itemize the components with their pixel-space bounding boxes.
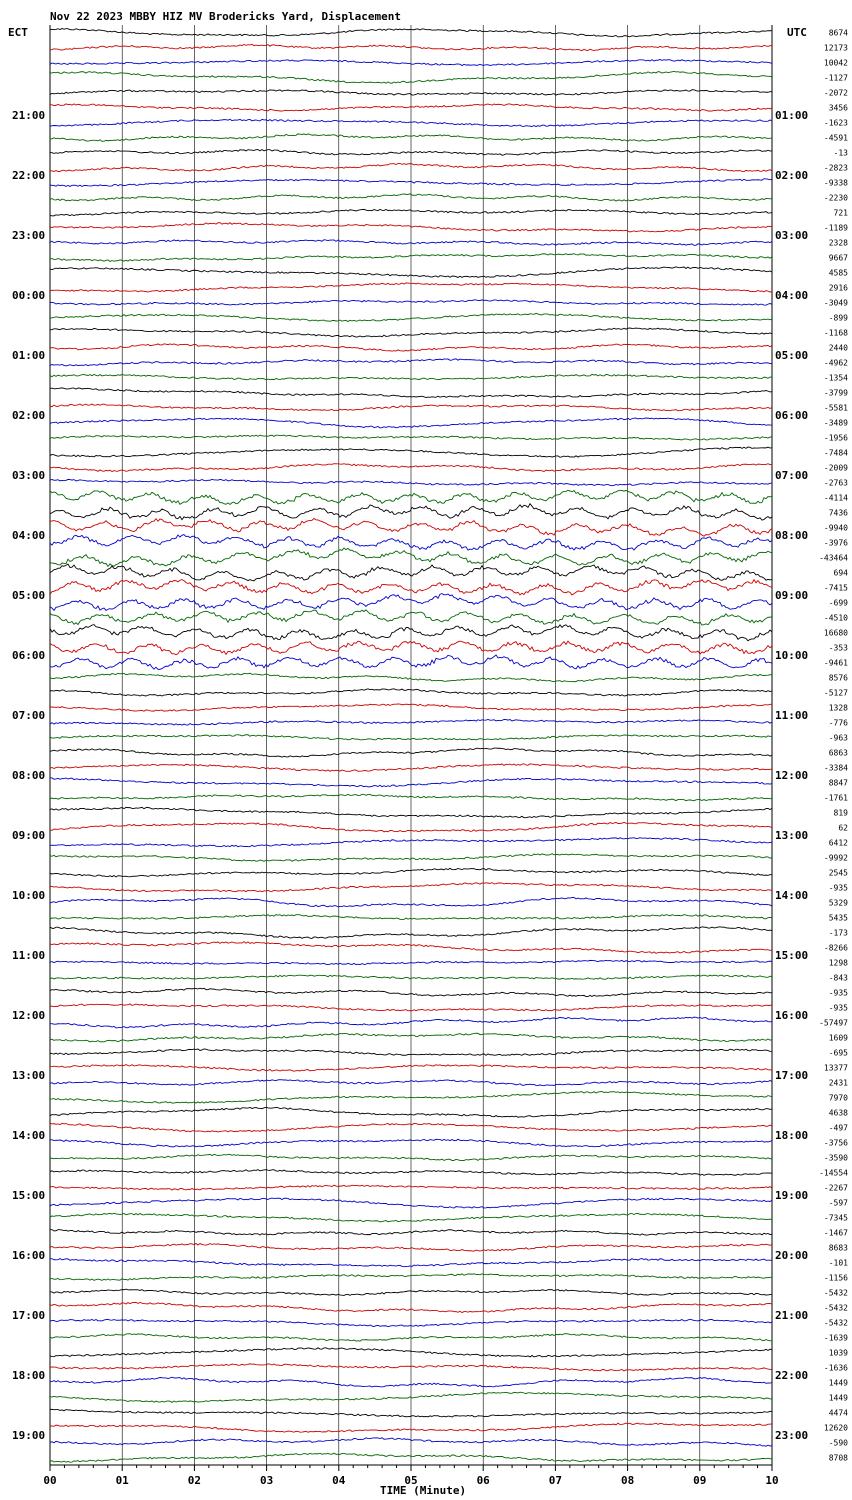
- left-hour-label: 00:00: [12, 289, 46, 302]
- right-hour-label: 12:00: [775, 769, 809, 782]
- trace-offset-label: 3456: [828, 103, 848, 113]
- trace-offset-label: -8266: [823, 943, 848, 953]
- trace-offset-label: -9461: [823, 658, 848, 668]
- trace-offset-label: 2328: [828, 238, 848, 248]
- right-hour-label: 21:00: [775, 1309, 809, 1322]
- trace-offset-label: -4114: [823, 493, 848, 503]
- right-hour-label: 02:00: [775, 169, 809, 182]
- x-tick-label: 01: [115, 1474, 129, 1487]
- trace-offset-label: -2267: [823, 1183, 848, 1193]
- trace-offset-label: -1168: [823, 328, 848, 338]
- trace-offset-label: 1609: [828, 1033, 848, 1043]
- trace-offset-label: -5432: [823, 1318, 848, 1328]
- trace-offset-label: 10042: [823, 58, 848, 68]
- trace-offset-label: -843: [828, 973, 848, 983]
- left-hour-label: 13:00: [12, 1069, 46, 1082]
- left-hour-label: 16:00: [12, 1249, 46, 1262]
- trace-offset-label: 16680: [823, 628, 848, 638]
- trace-offset-label: 4474: [828, 1408, 848, 1418]
- right-hour-label: 13:00: [775, 829, 809, 842]
- trace-offset-label: -1623: [823, 118, 848, 128]
- trace-offset-label: 8683: [828, 1243, 848, 1253]
- left-hour-label: 19:00: [12, 1429, 46, 1442]
- trace-offset-label: -935: [828, 988, 848, 998]
- trace-offset-label: -57497: [819, 1018, 848, 1028]
- trace-offset-label: 8708: [828, 1453, 848, 1463]
- trace-offset-label: -5127: [823, 688, 848, 698]
- trace-offset-label: -1189: [823, 223, 848, 233]
- trace-offset-label: -1639: [823, 1333, 848, 1343]
- trace-offset-label: -3756: [823, 1138, 848, 1148]
- trace-offset-label: -2763: [823, 478, 848, 488]
- right-hour-label: 15:00: [775, 949, 809, 962]
- right-hour-label: 06:00: [775, 409, 809, 422]
- left-hour-label: 05:00: [12, 589, 46, 602]
- right-hour-label: 14:00: [775, 889, 809, 902]
- left-axis-label: ECT: [8, 26, 28, 39]
- left-hour-label: 22:00: [12, 169, 46, 182]
- trace-offset-label: -963: [828, 733, 848, 743]
- trace-offset-label: -2823: [823, 163, 848, 173]
- trace-offset-label: -597: [828, 1198, 848, 1208]
- trace-offset-label: 1449: [828, 1393, 848, 1403]
- trace-offset-label: 8576: [828, 673, 848, 683]
- right-hour-label: 16:00: [775, 1009, 809, 1022]
- trace-offset-label: 721: [833, 208, 848, 218]
- right-hour-label: 08:00: [775, 529, 809, 542]
- right-hour-label: 09:00: [775, 589, 809, 602]
- left-hour-label: 12:00: [12, 1009, 46, 1022]
- x-tick-label: 02: [187, 1474, 202, 1487]
- trace-offset-label: -9940: [823, 523, 848, 533]
- trace-offset-label: -43464: [819, 553, 848, 563]
- trace-offset-label: -3489: [823, 418, 848, 428]
- trace-offset-label: -1956: [823, 433, 848, 443]
- trace-offset-label: -899: [828, 313, 848, 323]
- right-hour-label: 01:00: [775, 109, 809, 122]
- trace-offset-label: 5435: [828, 913, 848, 923]
- trace-offset-label: -3384: [823, 763, 848, 773]
- right-axis-label: UTC: [787, 26, 807, 39]
- trace-offset-label: -5581: [823, 403, 848, 413]
- left-hour-label: 11:00: [12, 949, 46, 962]
- trace-offset-label: 7436: [828, 508, 848, 518]
- trace-offset-label: 2916: [828, 283, 848, 293]
- trace-offset-label: 12620: [823, 1423, 848, 1433]
- trace-offset-label: -4591: [823, 133, 848, 143]
- trace-offset-label: -101: [828, 1258, 848, 1268]
- left-hour-label: 23:00: [12, 229, 46, 242]
- trace-offset-label: -9992: [823, 853, 848, 863]
- trace-offset-label: 4638: [828, 1108, 848, 1118]
- left-hour-label: 08:00: [12, 769, 46, 782]
- left-hour-label: 18:00: [12, 1369, 46, 1382]
- trace-offset-label: -695: [828, 1048, 848, 1058]
- left-hour-label: 21:00: [12, 109, 46, 122]
- trace-offset-label: -699: [828, 598, 848, 608]
- trace-offset-label: 7970: [828, 1093, 848, 1103]
- trace-offset-label: -7484: [823, 448, 848, 458]
- x-axis-label: TIME (Minute): [380, 1484, 467, 1497]
- trace-offset-label: 8674: [828, 28, 848, 38]
- trace-offset-label: -590: [828, 1438, 848, 1448]
- trace-offset-label: 1328: [828, 703, 848, 713]
- trace-offset-label: -5432: [823, 1303, 848, 1313]
- trace-offset-label: 1449: [828, 1378, 848, 1388]
- trace-offset-label: -5432: [823, 1288, 848, 1298]
- trace-offset-label: 13377: [823, 1063, 848, 1073]
- trace-offset-label: -3799: [823, 388, 848, 398]
- x-tick-label: 06: [476, 1474, 490, 1487]
- x-tick-label: 08: [620, 1474, 635, 1487]
- right-hour-label: 04:00: [775, 289, 809, 302]
- trace-offset-label: 6863: [828, 748, 848, 758]
- trace-offset-label: 2431: [828, 1078, 848, 1088]
- trace-offset-label: -173: [828, 928, 848, 938]
- trace-offset-label: -2230: [823, 193, 848, 203]
- trace-offset-label: -9338: [823, 178, 848, 188]
- trace-offset-label: -13: [833, 148, 848, 158]
- right-hour-label: 07:00: [775, 469, 809, 482]
- trace-offset-label: -4962: [823, 358, 848, 368]
- right-hour-label: 22:00: [775, 1369, 809, 1382]
- left-hour-label: 02:00: [12, 409, 46, 422]
- trace-offset-label: -1354: [823, 373, 848, 383]
- chart-title: Nov 22 2023 MBBY HIZ MV Brodericks Yard, Displacement: [50, 10, 401, 23]
- left-hour-label: 17:00: [12, 1309, 46, 1322]
- right-hour-label: 20:00: [775, 1249, 809, 1262]
- x-tick-label: 04: [332, 1474, 346, 1487]
- trace-offset-label: 9667: [828, 253, 848, 263]
- trace-offset-label: -1467: [823, 1228, 848, 1238]
- trace-offset-label: -7415: [823, 583, 848, 593]
- left-hour-label: 06:00: [12, 649, 46, 662]
- trace-offset-label: 1298: [828, 958, 848, 968]
- right-hour-label: 23:00: [775, 1429, 809, 1442]
- trace-offset-label: 62: [838, 823, 848, 833]
- trace-offset-label: 694: [833, 568, 848, 578]
- x-tick-label: 09: [693, 1474, 707, 1487]
- trace-offset-label: -1761: [823, 793, 848, 803]
- x-tick-label: 10: [765, 1474, 779, 1487]
- trace-offset-label: 2440: [828, 343, 848, 353]
- left-hour-label: 03:00: [12, 469, 46, 482]
- left-hour-label: 04:00: [12, 529, 46, 542]
- x-tick-label: 03: [259, 1474, 274, 1487]
- trace-offset-label: 12173: [823, 43, 848, 53]
- trace-offset-label: -2072: [823, 88, 848, 98]
- trace-offset-label: 819: [833, 808, 848, 818]
- trace-offset-label: -1636: [823, 1363, 848, 1373]
- trace-offset-label: -4510: [823, 613, 848, 623]
- trace-offset-label: 6412: [828, 838, 848, 848]
- trace-offset-label: -935: [828, 883, 848, 893]
- left-hour-label: 07:00: [12, 709, 46, 722]
- left-hour-label: 10:00: [12, 889, 46, 902]
- trace-offset-label: -14554: [819, 1168, 848, 1178]
- trace-offset-label: -3049: [823, 298, 848, 308]
- right-hour-label: 17:00: [775, 1069, 809, 1082]
- trace-offset-label: -353: [828, 643, 848, 653]
- right-hour-label: 11:00: [775, 709, 809, 722]
- x-tick-label: 05: [404, 1474, 418, 1487]
- trace-offset-label: 8847: [828, 778, 848, 788]
- trace-offset-label: -1156: [823, 1273, 848, 1283]
- trace-offset-label: 5329: [828, 898, 848, 908]
- x-tick-label: 07: [548, 1474, 563, 1487]
- right-hour-label: 03:00: [775, 229, 809, 242]
- trace-offset-label: -3590: [823, 1153, 848, 1163]
- trace-offset-label: -1127: [823, 73, 848, 83]
- left-hour-label: 15:00: [12, 1189, 46, 1202]
- trace-offset-label: -776: [828, 718, 848, 728]
- trace-offset-label: -7345: [823, 1213, 848, 1223]
- right-hour-label: 18:00: [775, 1129, 809, 1142]
- left-hour-label: 14:00: [12, 1129, 46, 1142]
- trace-offset-label: 2545: [828, 868, 848, 878]
- right-hour-label: 05:00: [775, 349, 809, 362]
- trace-offset-label: 4585: [828, 268, 848, 278]
- trace-offset-label: -3976: [823, 538, 848, 548]
- trace-offset-label: -935: [828, 1003, 848, 1013]
- trace-offset-label: -2009: [823, 463, 848, 473]
- left-hour-label: 09:00: [12, 829, 46, 842]
- x-tick-label: 00: [43, 1474, 57, 1487]
- trace-offset-label: 1039: [828, 1348, 848, 1358]
- right-hour-label: 10:00: [775, 649, 809, 662]
- right-hour-label: 19:00: [775, 1189, 809, 1202]
- trace-offset-label: -497: [828, 1123, 848, 1133]
- left-hour-label: 01:00: [12, 349, 46, 362]
